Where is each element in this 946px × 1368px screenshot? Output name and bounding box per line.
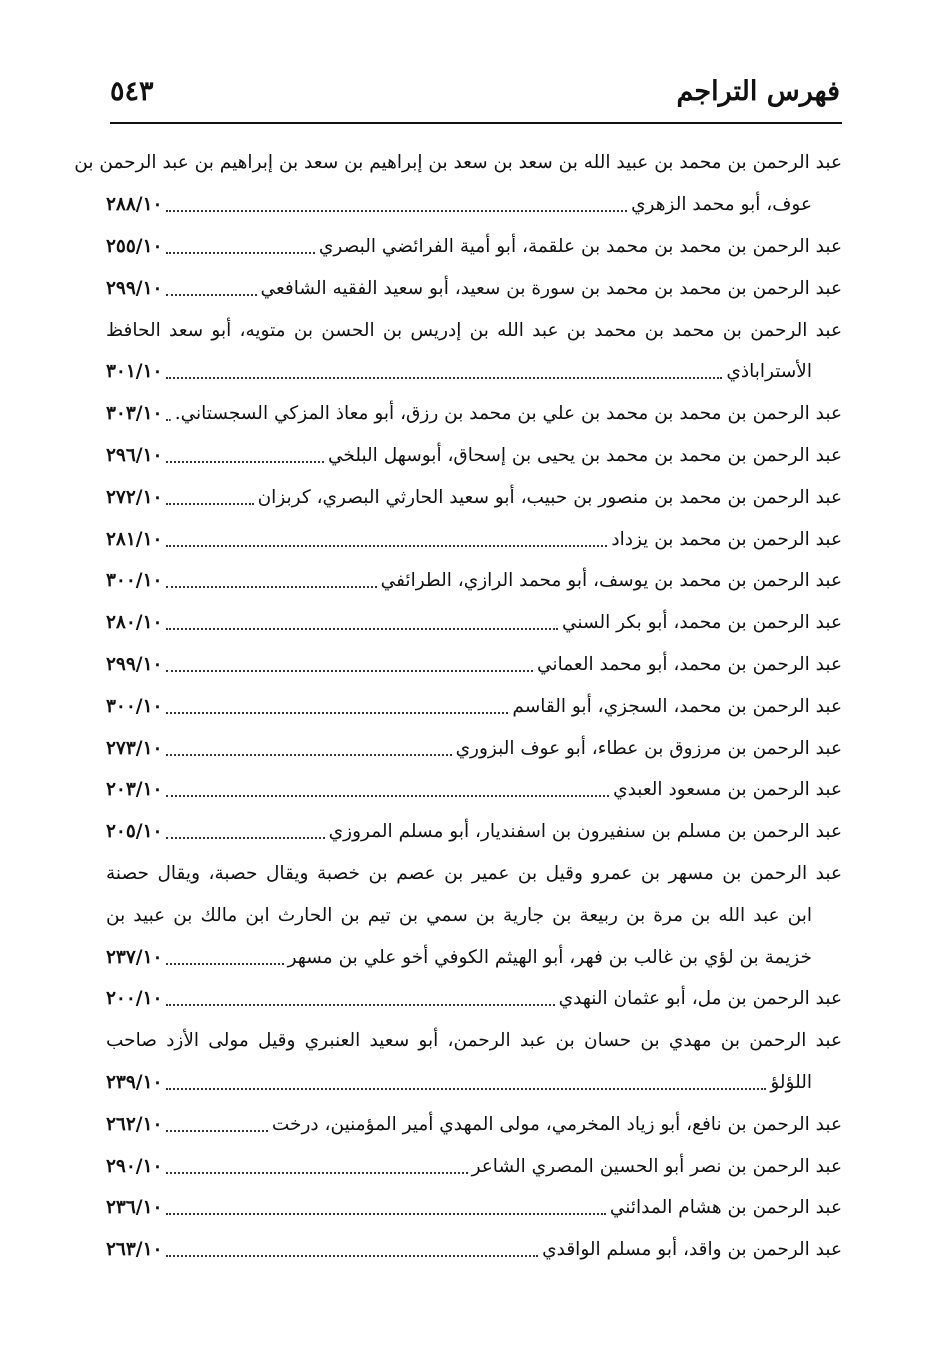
leader-dots — [166, 209, 627, 212]
leader-dots — [166, 794, 609, 797]
leader-dots — [166, 460, 324, 463]
index-entry — [106, 769, 842, 811]
index-entry-continuation — [106, 936, 842, 978]
entry-reference: ٢٩٩/١٠ — [106, 653, 163, 675]
entry-reference: ٣٠٣/١٠ — [106, 403, 163, 425]
leader-dots — [166, 669, 533, 672]
entry-text: عبد الرحمن بن محمد بن محمد بن علقمة، أبو أمية الفرائضي البصري — [318, 235, 842, 257]
entry-reference: ٢٧٢/١٠ — [106, 486, 163, 508]
entry-text: عبد الرحمن بن محمد بن محمد بن يحيى بن إسحاق، أبوسهل البلخي — [327, 444, 842, 466]
index-entry — [74, 142, 842, 184]
leader-dots — [166, 962, 283, 965]
index-entry — [106, 1103, 842, 1145]
leader-dots — [166, 1003, 554, 1006]
index-entry-continuation — [106, 184, 842, 226]
leader-dots — [166, 711, 508, 714]
entry-reference: ٢٩٠/١٠ — [106, 1155, 163, 1177]
leader-dots — [166, 293, 256, 296]
index-entry — [106, 1145, 842, 1187]
index-entries — [74, 142, 842, 1271]
entry-text: عبد الرحمن بن محمد بن محمد بن علي بن محمد بن رزق، أبو معاذ المزكي السجستاني. — [174, 403, 842, 425]
index-entry — [106, 560, 842, 602]
entry-text: ابن عبد الله بن مرة بن ربيعة بن جارية بن سمي بن تيم بن الحارث ابن مالك بن عبيد بن — [106, 904, 812, 926]
entry-text: عبد الرحمن بن مسعود العبدي — [613, 779, 842, 801]
entry-reference: ٢٦٢/١٠ — [106, 1113, 163, 1135]
index-entry — [106, 393, 842, 435]
index-entry — [106, 853, 842, 895]
entry-reference: ٢٣٩/١٠ — [106, 1071, 163, 1093]
entry-text: عبد الرحمن بن محمد بن محمد بن عبد الله بن إدريس بن الحسن بن متويه، أبو سعد الحافظ — [106, 319, 842, 341]
entry-reference: ٣٠٠/١٠ — [106, 570, 163, 592]
index-entry — [106, 476, 842, 518]
entry-reference: ٢٠٠/١٠ — [106, 988, 163, 1010]
index-entry — [106, 644, 842, 686]
entry-text: عبد الرحمن بن محمد بن يوسف، أبو محمد الرازي، الطرائفي — [380, 570, 842, 592]
leader-dots — [166, 836, 324, 839]
leader-dots — [166, 502, 253, 505]
entry-reference: ٣٠١/١٠ — [106, 361, 163, 383]
index-entry-continuation — [106, 1062, 842, 1104]
leader-dots — [166, 251, 314, 254]
leader-dots — [166, 376, 722, 379]
entry-text: عبد الرحمن بن محمد بن يزداد — [611, 528, 842, 550]
entry-text: عبد الرحمن بن مل، أبو عثمان النهدي — [558, 988, 842, 1010]
entry-text: عبد الرحمن بن مهدي بن حسان بن عبد الرحمن، أبو سعيد العنبري وقيل مولى الأزد صاحب — [106, 1030, 842, 1052]
leader-dots — [166, 585, 376, 588]
index-entry — [106, 1187, 842, 1229]
entry-text: عبد الرحمن بن محمد، السجزي، أبو القاسم — [512, 695, 842, 717]
leader-dots — [166, 1171, 467, 1174]
entry-text: عبد الرحمن بن نصر أبو الحسين المصري الشاعر — [471, 1155, 842, 1177]
entry-reference: ٢٣٧/١٠ — [106, 946, 163, 968]
entry-reference: ٢٩٦/١٠ — [106, 444, 163, 466]
entry-text: عبد الرحمن بن محمد بن عبيد الله بن سعد بن سعد بن إبراهيم بن سعد بن إبراهيم بن عبد الرحمن بن — [74, 152, 842, 174]
index-entry — [106, 226, 842, 268]
entry-text: عبد الرحمن بن مسلم بن سنفيرون بن اسفنديار، أبو مسلم المروزي — [328, 821, 842, 843]
header-rule — [110, 122, 842, 124]
entry-text: عبد الرحمن بن محمد، أبو محمد العماني — [537, 653, 842, 675]
leader-dots — [166, 1254, 538, 1257]
index-entry — [106, 727, 842, 769]
index-entry — [106, 267, 842, 309]
leader-dots — [166, 1212, 605, 1215]
entry-reference: ٢٠٥/١٠ — [106, 821, 163, 843]
entry-reference: ٢٧٣/١٠ — [106, 737, 163, 759]
page-title: فهرس التراجم — [676, 75, 840, 107]
entry-text: عبد الرحمن بن محمد بن محمد بن سورة بن سعيد، أبو سعيد الفقيه الشافعي — [260, 277, 842, 299]
leader-dots — [166, 1129, 267, 1132]
index-entry — [106, 1229, 842, 1271]
entry-text: عبد الرحمن بن مسهر بن عمرو وقيل بن عمير بن عصم بن خصبة ويقال حصبة، ويقال حصنة — [106, 862, 842, 884]
entry-text: عبد الرحمن بن مرزوق بن عطاء، أبو عوف البزوري — [455, 737, 842, 759]
page-header — [110, 66, 840, 116]
index-entry — [106, 309, 842, 351]
entry-reference: ٢٩٩/١٠ — [106, 277, 163, 299]
index-entry — [106, 685, 842, 727]
leader-dots — [166, 753, 451, 756]
entry-text: الأستراباذي — [726, 361, 812, 383]
entry-reference: ٢٣٦/١٠ — [106, 1197, 163, 1219]
index-entry-continuation — [106, 351, 842, 393]
entry-text: عبد الرحمن بن محمد، أبو بكر السني — [562, 612, 842, 634]
entry-reference: ٢٨١/١٠ — [106, 528, 163, 550]
leader-dots — [166, 418, 170, 421]
entry-text: خزيمة بن لؤي بن غالب بن فهر، أبو الهيثم الكوفي أخو علي بن مسهر — [287, 946, 812, 968]
entry-text: عبد الرحمن بن محمد بن منصور بن حبيب، أبو سعيد الحارثي البصري، كربزان — [257, 486, 842, 508]
entry-text: عوف، أبو محمد الزهري — [631, 194, 812, 216]
index-entry — [106, 518, 842, 560]
entry-reference: ٢٨٠/١٠ — [106, 612, 163, 634]
index-entry — [106, 435, 842, 477]
entry-text: عبد الرحمن بن هشام المدائني — [609, 1197, 842, 1219]
entry-text: اللؤلؤ — [770, 1071, 812, 1093]
entry-reference: ٢٨٨/١٠ — [106, 194, 163, 216]
index-entry-continuation — [106, 894, 842, 936]
page-number: ٥٤٣ — [110, 75, 154, 107]
leader-dots — [166, 1087, 766, 1090]
index-entry — [106, 1020, 842, 1062]
index-entry — [106, 811, 842, 853]
index-entry — [106, 978, 842, 1020]
leader-dots — [166, 627, 558, 630]
entry-reference: ٣٠٠/١٠ — [106, 695, 163, 717]
entry-reference: ٢٠٣/١٠ — [106, 779, 163, 801]
index-entry — [106, 602, 842, 644]
entry-reference: ٢٦٣/١٠ — [106, 1239, 163, 1261]
entry-text: عبد الرحمن بن واقد، أبو مسلم الواقدي — [542, 1239, 842, 1261]
entry-reference: ٢٥٥/١٠ — [106, 235, 163, 257]
entry-text: عبد الرحمن بن نافع، أبو زياد المخرمي، مولى المهدي أمير المؤمنين، درخت — [271, 1113, 842, 1135]
leader-dots — [166, 544, 607, 547]
